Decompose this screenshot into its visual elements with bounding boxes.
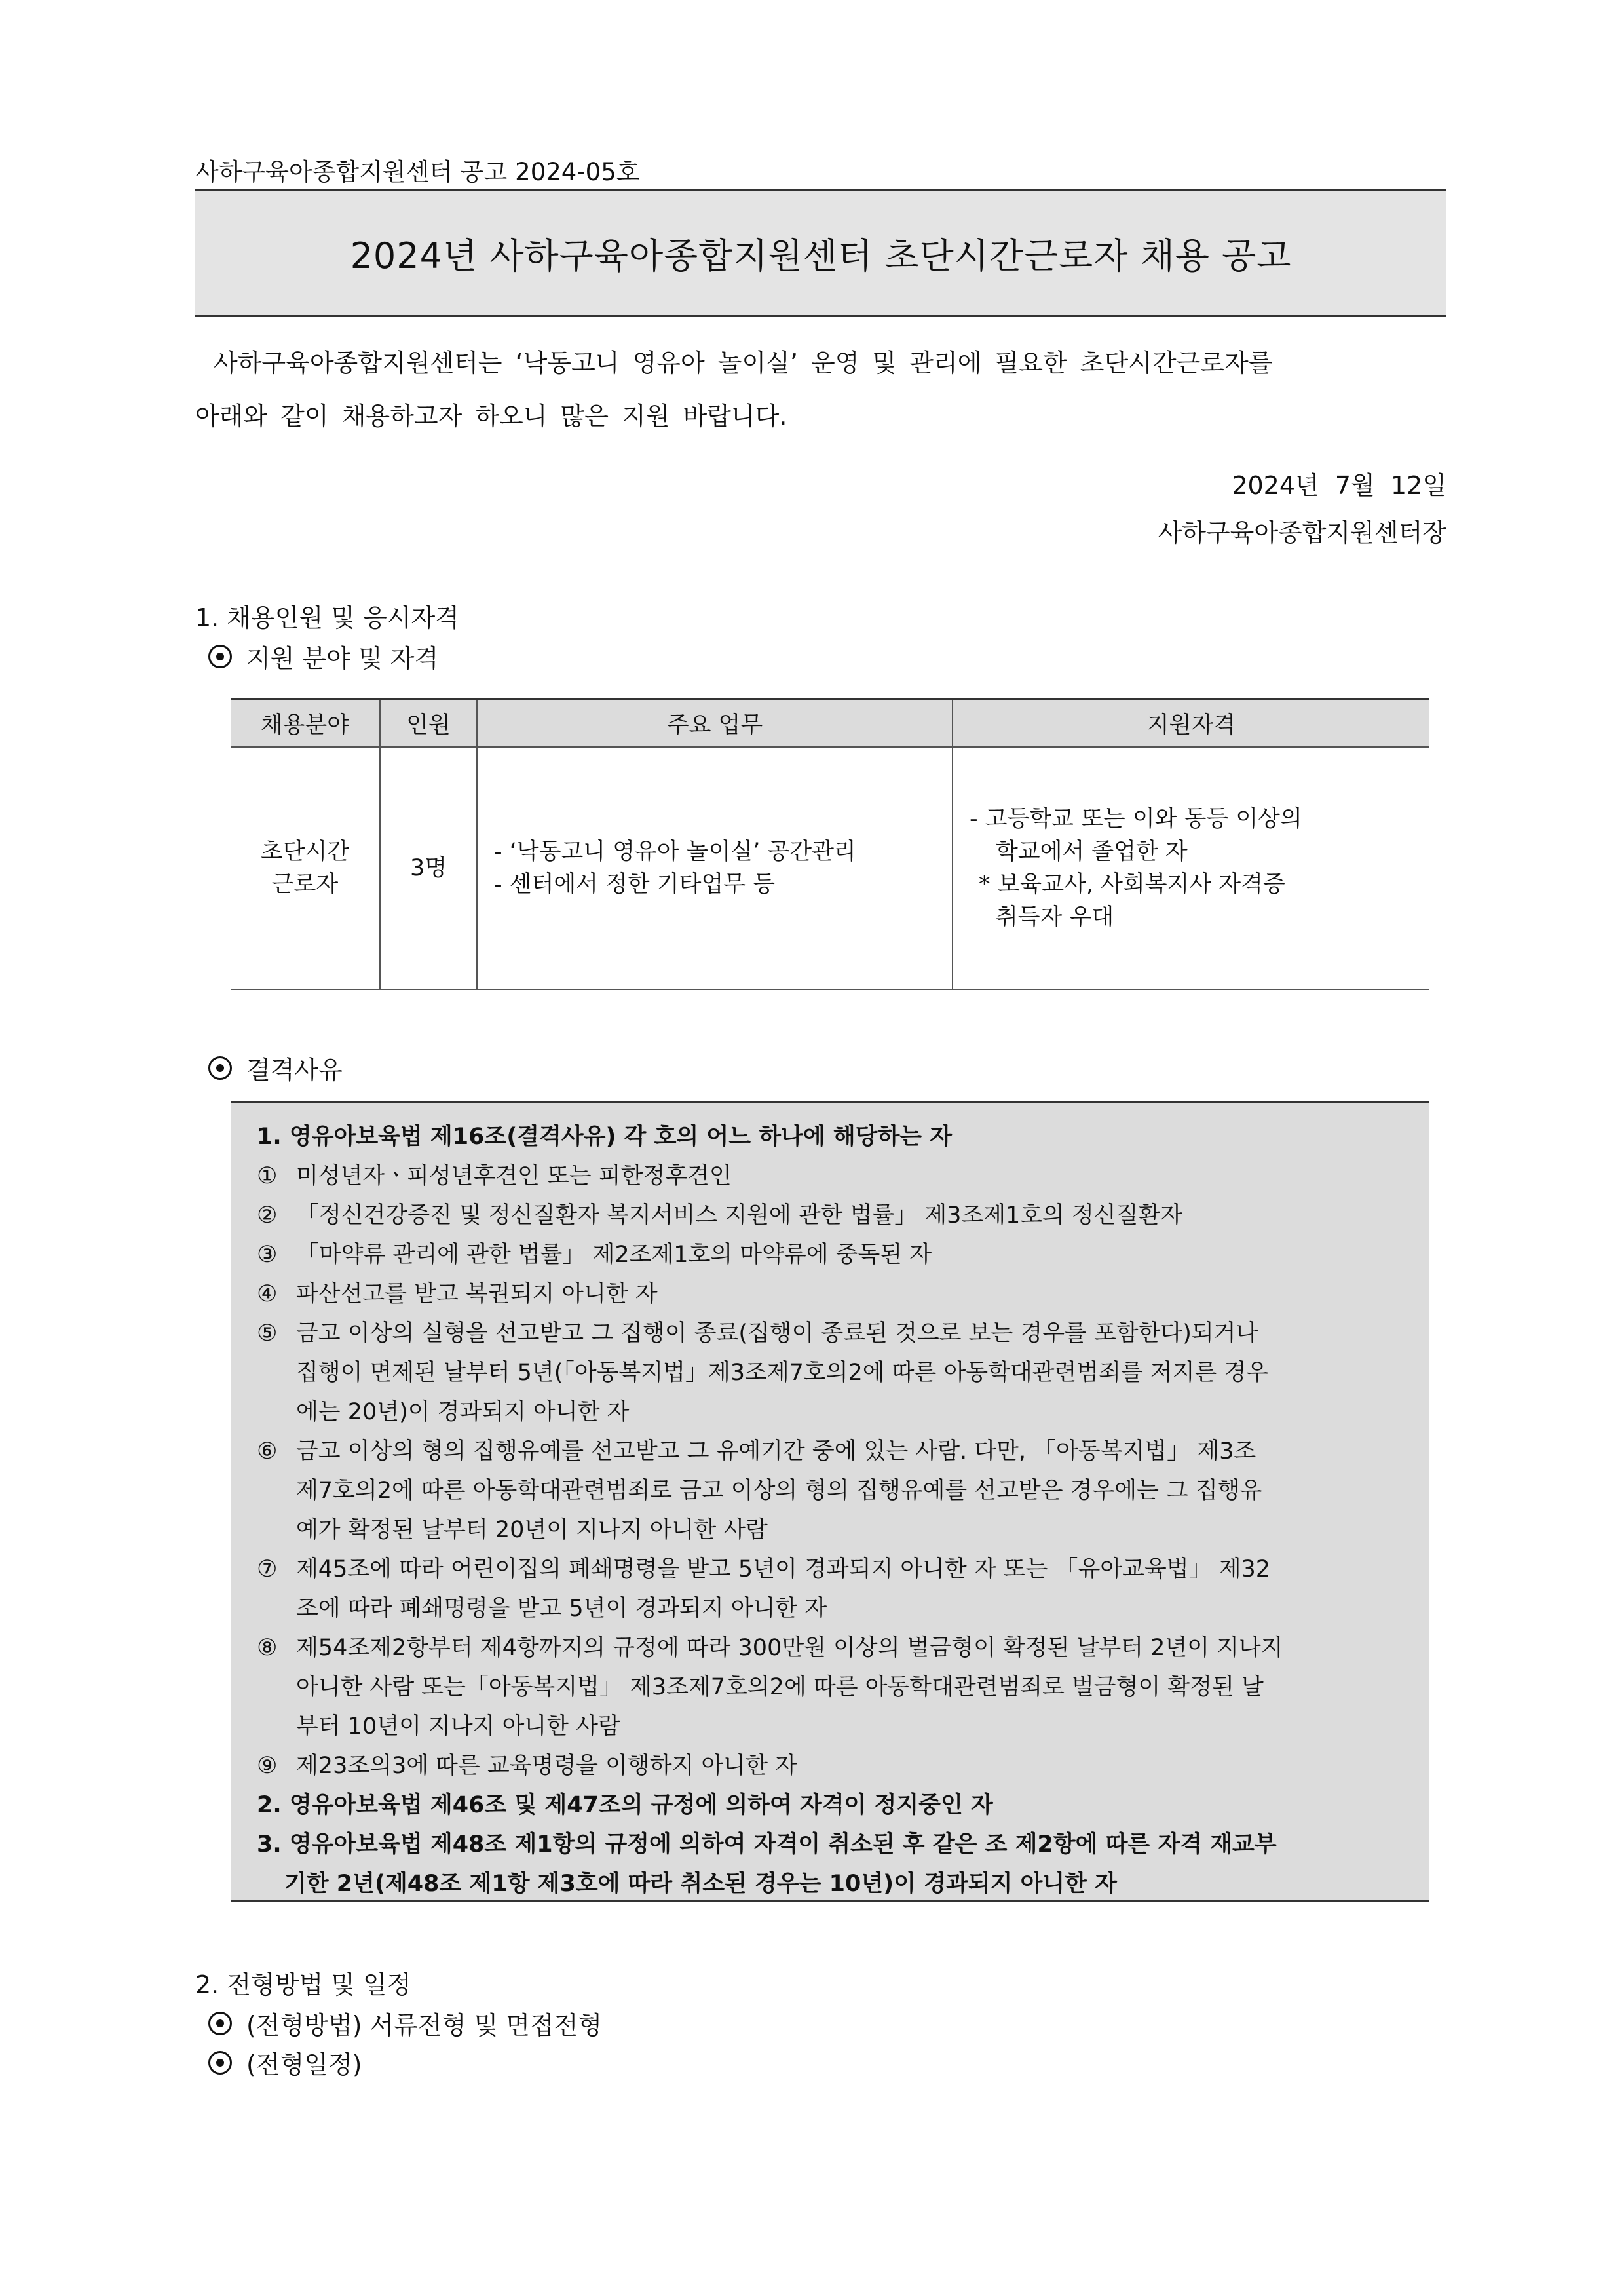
subitem-line: 에는 20년)이 경과되지 아니한 자 [296, 1399, 630, 1425]
disqualification-item-2: 2. 영유아보육법 제46조 및 제47조의 규정에 의하여 자격이 정지중인 자 [257, 1792, 993, 1818]
subitem-number: ⑥ [257, 1438, 278, 1464]
intro-paragraph [195, 337, 1446, 443]
table-header: 채용분야 [231, 700, 380, 748]
subitem-number: ② [257, 1202, 278, 1229]
disqualification-item-1: 1. 영유아보육법 제16조(결격사유) 각 호의 어느 하나에 해당하는 자 [257, 1124, 953, 1150]
title-box [195, 189, 1446, 317]
table-header: 주요 업무 [477, 700, 953, 748]
subsection-disqualification-label: 결격사유 [246, 1056, 343, 1084]
subitem-text [296, 1746, 1403, 1786]
duty-item: - ‘낙동고니 영유아 놀이실’ 공간관리 [494, 839, 856, 865]
subitem-line: 「마약류 관리에 관한 법률」 제2조제1호의 마약류에 중독된 자 [296, 1242, 932, 1268]
subitem-number: ⑤ [257, 1320, 278, 1347]
subitem-line: 집행이 면제된 날부터 5년(「아동복지법」제3조제7호의2에 따른 아동학대관련범죄를 저지른 경우 [296, 1360, 1269, 1386]
subitem-line: 부터 10년이 지나지 아니한 사람 [296, 1713, 620, 1740]
qualification-item: - 고등학교 또는 이와 동등 이상의 [970, 806, 1302, 832]
subitem-line: 예가 확정된 날부터 20년이 지나지 아니한 사람 [296, 1517, 768, 1543]
subitem-text [296, 1628, 1403, 1746]
subsection-method [208, 2005, 602, 2041]
notice-number: 사하구육아종합지원센터 공고 2024-05호 [195, 158, 640, 186]
subitem-line: 미성년자ㆍ피성년후견인 또는 피한정후견인 [296, 1163, 732, 1189]
bullet-icon [208, 1056, 232, 1080]
intro-line-1: 사하구육아종합지원센터는 ‘낙동고니 영유아 놀이실’ 운영 및 관리에 필요한 초단시간근로자를 [214, 349, 1273, 377]
subitem-line: 제7호의2에 따른 아동학대관련범죄로 금고 이상의 형의 집행유예를 선고받은 경우에는 그 집행유 [296, 1478, 1262, 1504]
subitem-line: 금고 이상의 실형을 선고받고 그 집행이 종료(집행이 종료된 것으로 보는 경우를 포함한다)되거나 [296, 1320, 1258, 1347]
table-header-row [231, 700, 1429, 748]
qualification-item: 취득자 우대 [996, 904, 1114, 930]
subsection-schedule-label: (전형일정) [246, 2050, 362, 2079]
subitem-number: ⑨ [257, 1753, 278, 1779]
disqualification-subitem [257, 1550, 1403, 1628]
disqualification-subitems [257, 1157, 1403, 1786]
disqualification-item-3: 3. 영유아보육법 제48조 제1항의 규정에 의하여 자격이 취소된 후 같은 조 제2항에 따른 자격 재교부 기한 2년(제48조 제1항 제3호에 따라 취소된 경우는 10년)이 경과되지 아니한 자 [257, 1831, 1277, 1897]
subitem-line: 「정신건강증진 및 정신질환자 복지서비스 지원에 관한 법률」 제3조제1호의 정신질환자 [296, 1202, 1183, 1229]
duty-item: - 센터에서 정한 기타업무 등 [494, 871, 776, 898]
subitem-text [296, 1274, 1403, 1314]
qualification-cell [953, 747, 1429, 989]
subitem-text [296, 1196, 1403, 1235]
disqualification-subitem [257, 1157, 1403, 1196]
table-row [231, 747, 1429, 989]
subitem-line: 제54조제2항부터 제4항까지의 규정에 따라 300만원 이상의 벌금형이 확정된 날부터 2년이 지나지 [296, 1635, 1283, 1661]
bullet-icon [208, 2051, 232, 2075]
subitem-text [296, 1314, 1403, 1432]
bullet-icon [208, 2012, 232, 2035]
section-1-heading: 1. 채용인원 및 응시자격 [195, 603, 459, 632]
count-cell: 3명 [380, 747, 477, 989]
subitem-number: ⑧ [257, 1635, 278, 1661]
disqualification-subitem [257, 1196, 1403, 1235]
subsection-schedule [208, 2044, 362, 2080]
subsection-method-label: (전형방법) 서류전형 및 면접전형 [246, 2011, 603, 2040]
subsection-fields-label: 지원 분야 및 자격 [246, 644, 439, 673]
disqualification-subitem [257, 1235, 1403, 1274]
disqualification-subitem [257, 1746, 1403, 1786]
duties-cell [477, 747, 953, 989]
disqualification-subitem [257, 1628, 1403, 1746]
page-title: 2024년 사하구육아종합지원센터 초단시간근로자 채용 공고 [350, 235, 1292, 277]
field-cell: 초단시간 근로자 [231, 747, 380, 989]
notice-date: 2024년 7월 12일 [1232, 471, 1446, 500]
disqualification-subitem [257, 1274, 1403, 1314]
bullet-icon [208, 645, 232, 668]
table-header: 인원 [380, 700, 477, 748]
disqualification-box [231, 1101, 1429, 1902]
subitem-text [296, 1432, 1403, 1550]
table-header: 지원자격 [953, 700, 1429, 748]
section-2-heading: 2. 전형방법 및 일정 [195, 1970, 411, 1999]
subitem-number: ③ [257, 1242, 278, 1268]
subitem-line: 제45조에 따라 어린이집의 폐쇄명령을 받고 5년이 경과되지 아니한 자 또는 「유아교육법」 제32 [296, 1556, 1271, 1582]
subitem-line: 조에 따라 폐쇄명령을 받고 5년이 경과되지 아니한 자 [296, 1596, 827, 1622]
disqualification-subitem [257, 1314, 1403, 1432]
recruitment-table [231, 698, 1429, 990]
subsection-disqualification [208, 1050, 343, 1086]
qualification-item: 학교에서 졸업한 자 [996, 839, 1188, 865]
subitem-number: ④ [257, 1281, 278, 1307]
qualification-item: * 보육교사, 사회복지사 자격증 [979, 871, 1285, 898]
subitem-text [296, 1550, 1403, 1628]
subitem-number: ① [257, 1163, 278, 1189]
subitem-line: 제23조의3에 따른 교육명령을 이행하지 아니한 자 [296, 1753, 797, 1779]
signer: 사하구육아종합지원센터장 [1158, 518, 1446, 547]
subsection-fields [208, 638, 438, 674]
subitem-text [296, 1157, 1403, 1196]
subitem-line: 아니한 사람 또는「아동복지법」 제3조제7호의2에 따른 아동학대관련범죄로 벌금형이 확정된 날 [296, 1674, 1264, 1700]
intro-line-2: 아래와 같이 채용하고자 하오니 많은 지원 바랍니다. [195, 402, 787, 430]
subitem-text [296, 1235, 1403, 1274]
disqualification-subitem [257, 1432, 1403, 1550]
subitem-number: ⑦ [257, 1556, 278, 1582]
subitem-line: 파산선고를 받고 복권되지 아니한 자 [296, 1281, 658, 1307]
subitem-line: 금고 이상의 형의 집행유예를 선고받고 그 유예기간 중에 있는 사람. 다만, 「아동복지법」 제3조 [296, 1438, 1256, 1464]
